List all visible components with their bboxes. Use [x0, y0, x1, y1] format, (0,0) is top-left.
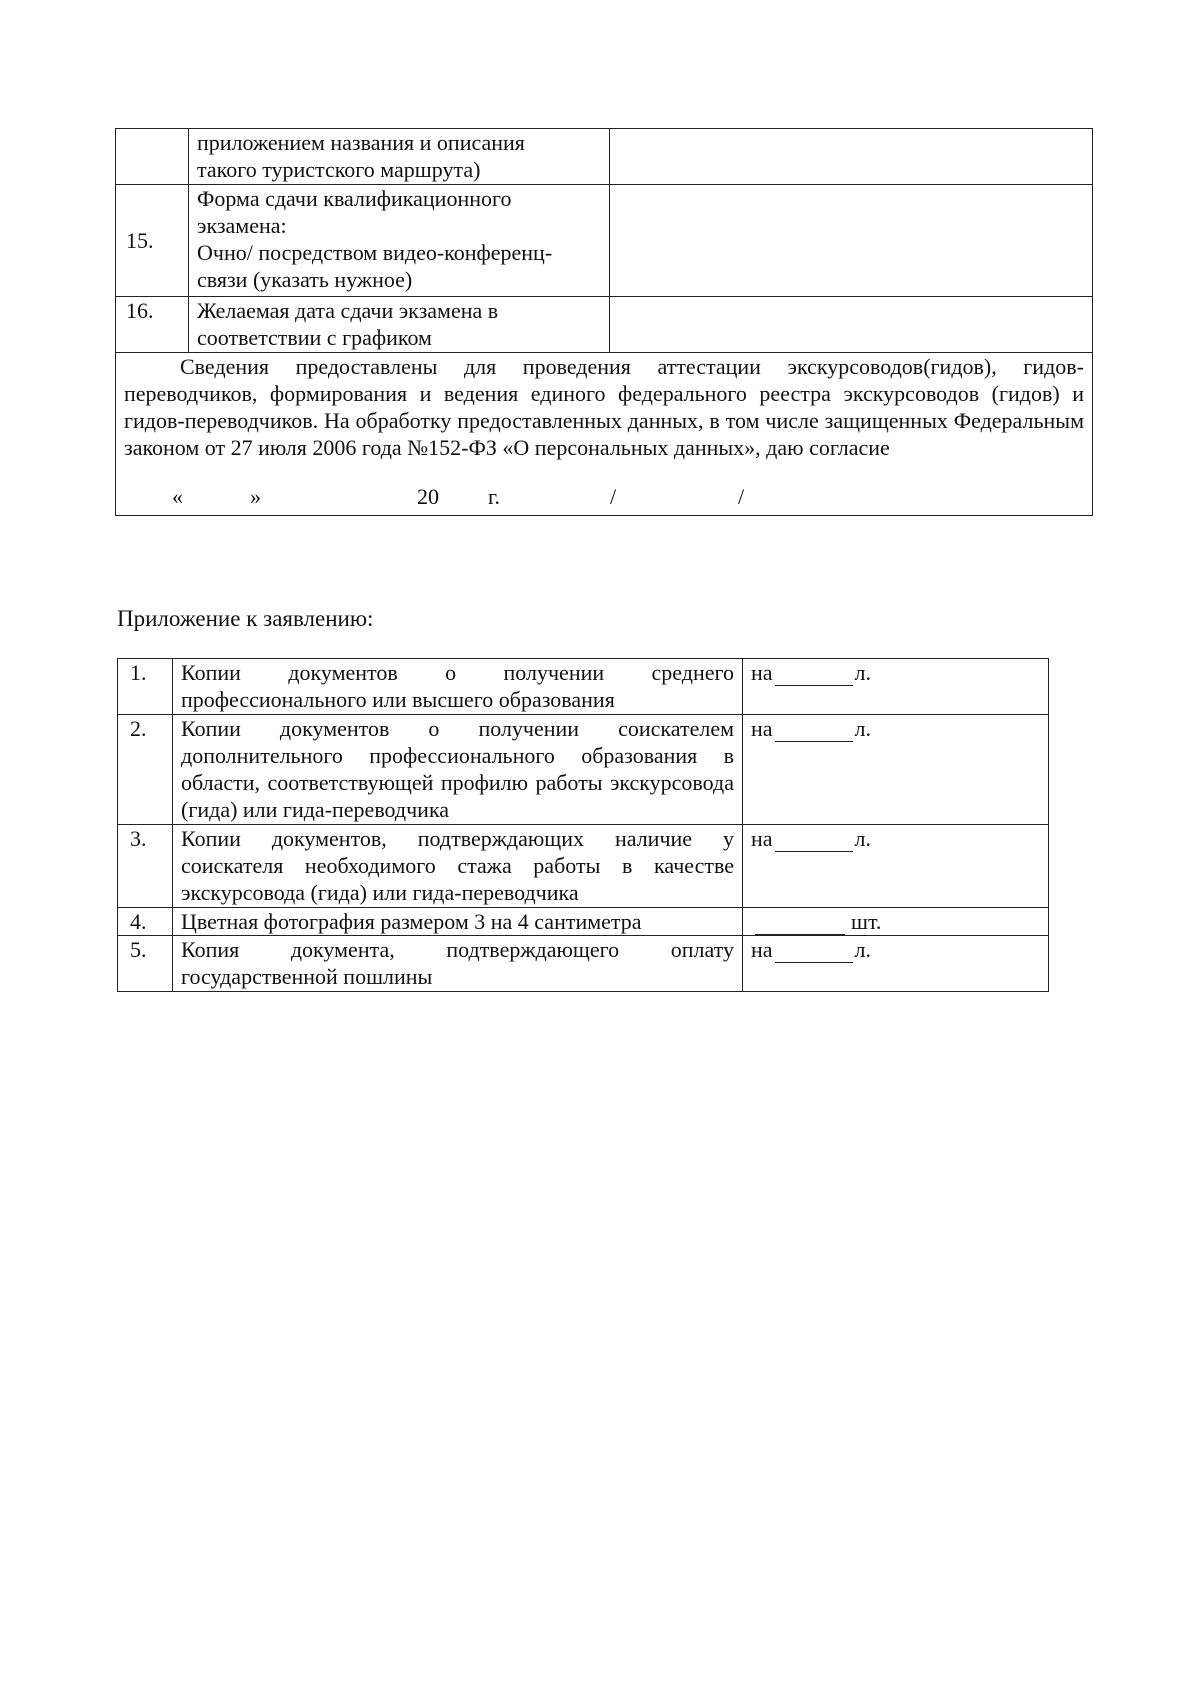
row-number: 16. — [116, 297, 189, 353]
year-prefix: 20 — [417, 484, 439, 509]
year-suffix: г. — [488, 484, 501, 509]
application-form-table — [115, 128, 1093, 516]
consent-cell — [116, 353, 1093, 516]
row-label — [189, 297, 610, 353]
label-line: Форма сдачи квалификационного — [197, 186, 512, 211]
row-number: 4. — [118, 908, 173, 936]
table-row — [116, 297, 1093, 353]
value-suffix: л. — [854, 660, 872, 685]
consent-text: Сведения предоставлены для проведения аттестации экскурсоводов(гидов), гидов-переводчиков, формирования и ведения единого федерального реестра экскурсоводов (гидов) и гидов-переводчиков. На обработку предоставленных данных, в том числе защищенных Федеральным законом от 27 июля 2006 года №152-ФЗ «О персональных данных», даю согласие — [124, 354, 1084, 460]
sheet-count-field[interactable] — [775, 719, 853, 742]
label-line: приложением названия и описания — [197, 130, 525, 155]
row-number: 2. — [118, 715, 173, 825]
row-number: 1. — [118, 659, 173, 715]
row-label: Копии документов о получении соискателем дополнительного профессионального образования в области, соответствующей профилю работы экскурсовода (гида) или гида-переводчика — [173, 715, 743, 825]
label-line: связи (указать нужное) — [197, 267, 413, 292]
slash-separator: / — [610, 484, 617, 509]
value-prefix: на — [751, 826, 773, 851]
table-row — [118, 936, 1049, 992]
row-number: 15. — [116, 185, 189, 297]
consent-row — [116, 353, 1093, 516]
row-number: 3. — [118, 825, 173, 908]
label-line: экзамена: — [197, 213, 287, 238]
table-row — [116, 185, 1093, 297]
value-suffix: л. — [854, 716, 872, 741]
row-label — [189, 129, 610, 185]
value-prefix: на — [751, 716, 773, 741]
row-value-field[interactable] — [610, 297, 1093, 353]
row-value-field[interactable] — [610, 185, 1093, 297]
value-suffix: шт. — [851, 909, 882, 934]
table-row — [118, 715, 1049, 825]
slash-separator: / — [738, 484, 745, 509]
table-row — [118, 825, 1049, 908]
annex-title: Приложение к заявлению: — [117, 606, 374, 631]
sheet-count-field[interactable] — [775, 663, 853, 686]
row-value — [743, 825, 1049, 908]
row-value — [743, 908, 1049, 936]
row-label: Копия документа, подтверждающего оплату государственной пошлины — [173, 936, 743, 992]
value-prefix: на — [751, 660, 773, 685]
label-line: соответствии с графиком — [197, 325, 432, 350]
row-label — [189, 185, 610, 297]
signature-line — [124, 475, 1084, 515]
row-value — [743, 936, 1049, 992]
table-row — [116, 129, 1093, 185]
annex-table — [117, 658, 1049, 992]
sheet-count-field[interactable] — [775, 940, 853, 963]
label-line: такого туристского маршрута) — [197, 157, 481, 182]
table-row — [118, 659, 1049, 715]
value-prefix: на — [751, 937, 773, 962]
label-line: Очно/ посредством видео-конференц- — [197, 240, 553, 265]
row-value-field[interactable] — [610, 129, 1093, 185]
sheet-count-field[interactable] — [775, 829, 853, 852]
row-number — [116, 129, 189, 185]
date-close-quote: » — [250, 484, 261, 509]
table-row — [118, 908, 1049, 936]
row-label: Копии документов, подтверждающих наличие у соискателя необходимого стажа работы в качестве экскурсовода (гида) или гида-переводчика — [173, 825, 743, 908]
row-number: 5. — [118, 936, 173, 992]
label-line: Желаемая дата сдачи экзамена в — [197, 298, 499, 323]
value-suffix: л. — [854, 826, 872, 851]
row-label: Копии документов о получении среднего профессионального или высшего образования — [173, 659, 743, 715]
row-value — [743, 715, 1049, 825]
row-label: Цветная фотография размером 3 на 4 сантиметра — [173, 908, 743, 936]
row-value — [743, 659, 1049, 715]
date-open-quote: « — [172, 484, 183, 509]
value-suffix: л. — [854, 937, 872, 962]
piece-count-field[interactable] — [755, 912, 845, 935]
